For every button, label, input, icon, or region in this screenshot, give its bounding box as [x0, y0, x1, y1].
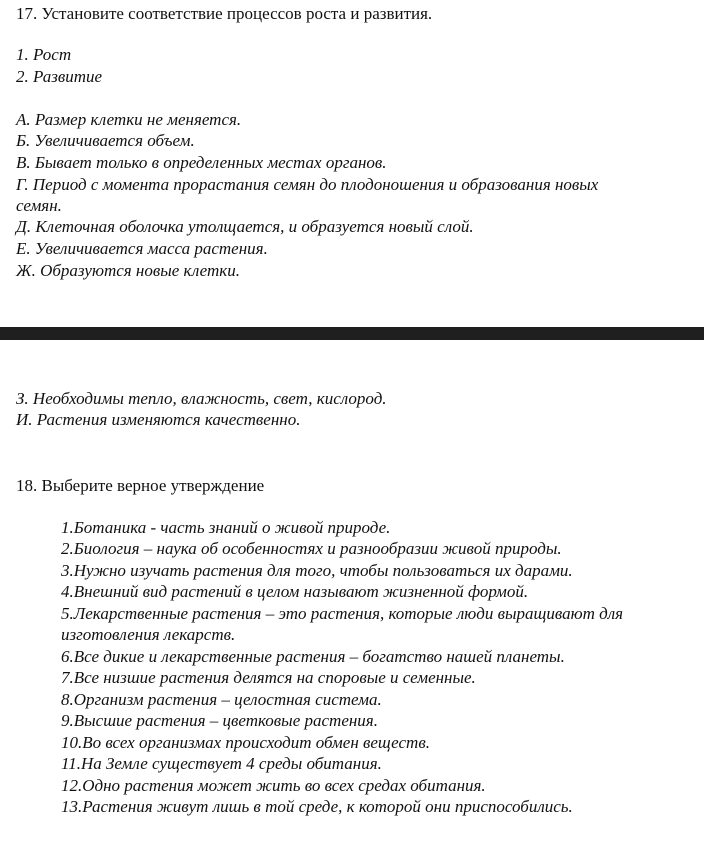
- q17-title: 17. Установите соответствие процессов роста и развития.: [16, 4, 433, 23]
- q18-title: 18. Выберите верное утверждение: [16, 476, 265, 495]
- q17-option-development: 2. Развитие: [16, 67, 103, 86]
- q18-statement-8: 8.Организм растения – целостная система.: [61, 690, 382, 709]
- q18-statement-3: 3.Нужно изучать растения для того, чтобы пользоваться их дарами.: [61, 561, 573, 580]
- q18-statement-6: 6.Все дикие и лекарственные растения – богатство нашей планеты.: [61, 647, 565, 666]
- q18-statement-11: 11.На Земле существует 4 среды обитания.: [61, 754, 382, 773]
- q17-statement-v: В. Бывает только в определенных местах органов.: [16, 153, 387, 172]
- q18-statement-12: 12.Одно растения может жить во всех средах обитания.: [61, 776, 486, 795]
- q18-statement-13: 13.Растения живут лишь в той среде, к которой они приспособились.: [61, 797, 573, 816]
- q17-statement-i: И. Растения изменяются качественно.: [16, 410, 301, 429]
- page-divider: [0, 327, 704, 340]
- q17-statement-e: Е. Увеличивается масса растения.: [16, 239, 268, 258]
- q17-statement-d: Д. Клеточная оболочка утолщается, и образуется новый слой.: [16, 217, 474, 236]
- q18-statement-5: 5.Лекарственные растения – это растения, которые люди выращивают для: [61, 604, 624, 623]
- q17-statement-b: Б. Увеличивается объем.: [16, 131, 195, 150]
- q17-statement-zh: Ж. Образуются новые клетки.: [16, 261, 240, 280]
- q17-statement-g: Г. Период с момента прорастания семян до плодоношения и образования новых: [16, 175, 599, 194]
- q17-statement-z: З. Необходимы тепло, влажность, свет, кислород.: [16, 389, 387, 408]
- q17-option-growth: 1. Рост: [16, 45, 72, 64]
- q18-statement-1: 1.Ботаника - часть знаний о живой природе.: [61, 518, 391, 537]
- q17-statement-a: А. Размер клетки не меняется.: [16, 110, 242, 129]
- q17-statement-g-cont: семян.: [16, 196, 62, 215]
- q18-statement-2: 2.Биология – наука об особенностях и разнообразии живой природы.: [61, 539, 562, 558]
- q18-statement-9: 9.Высшие растения – цветковые растения.: [61, 711, 378, 730]
- q18-statement-7: 7.Все низшие растения делятся на споровые и семенные.: [61, 668, 476, 687]
- q18-statement-10: 10.Во всех организмах происходит обмен веществ.: [61, 733, 430, 752]
- q18-statement-5-cont: изготовления лекарств.: [61, 625, 236, 644]
- q18-statement-4: 4.Внешний вид растений в целом называют жизненной формой.: [61, 582, 529, 601]
